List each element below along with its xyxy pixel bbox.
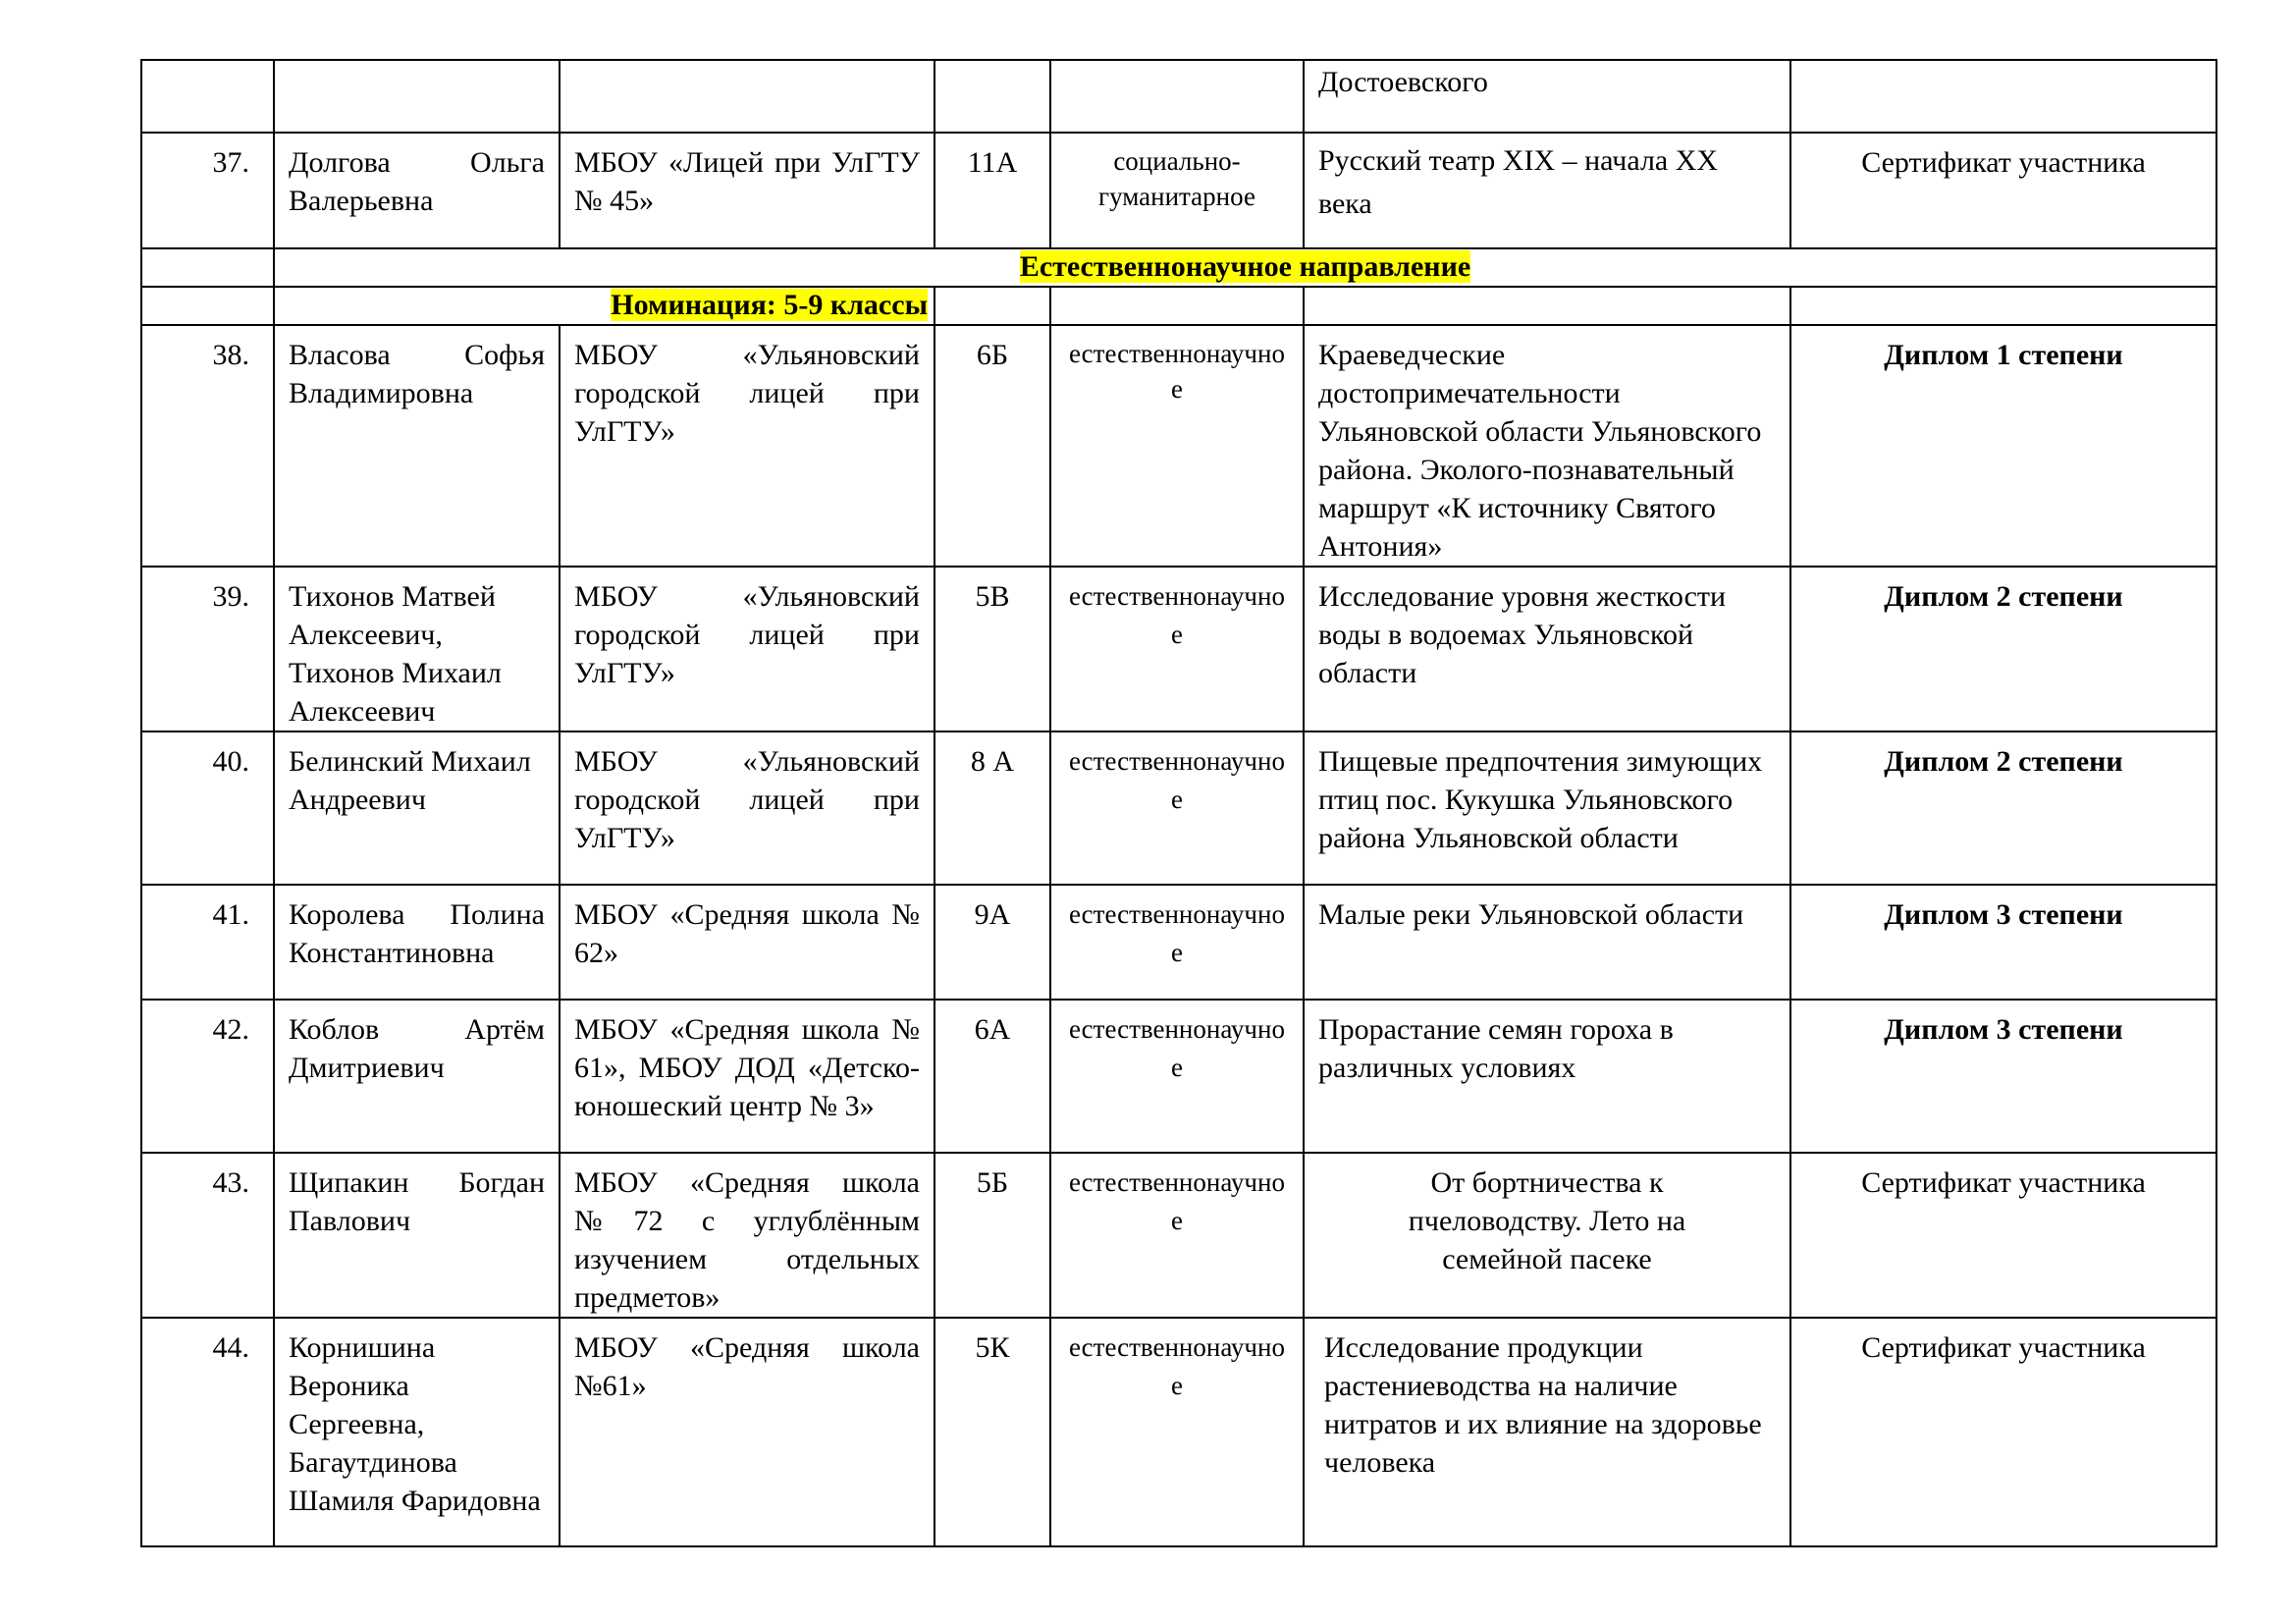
direction-cell: естественнонаучное: [1050, 567, 1304, 731]
school-name: МБОУ «Ульяновский городской лицей при УлГТУ»: [560, 731, 934, 885]
topic-cell: Малые реки Ульяновской области: [1304, 885, 1790, 1000]
direction-cell: естественнонаучное: [1050, 325, 1304, 567]
table-row: [141, 60, 2216, 133]
table-row: [141, 885, 2216, 1000]
school-name: МБОУ «Средняя школа №72 с углублённым изучением отдельных предметов»: [560, 1153, 934, 1318]
row-number: 41.: [141, 885, 274, 1000]
class-cell: 5К: [934, 1318, 1050, 1546]
topic-cell: Краеведческие достопримечательности Ульяновской области Ульяновского района. Эколого-познавательный маршрут «К источнику Святого Антония»: [1304, 325, 1790, 567]
table-row: [141, 567, 2216, 731]
participant-name: Долгова Ольга Валерьевна: [274, 133, 560, 248]
school-name: МБОУ «Средняя школа № 62»: [560, 885, 934, 1000]
class-cell: 11А: [934, 133, 1050, 248]
direction-cell: естественнонаучное: [1050, 1153, 1304, 1318]
row-number: 37.: [141, 133, 274, 248]
result-cell: Диплом 2 степени: [1790, 731, 2216, 885]
row-number: 42.: [141, 1000, 274, 1153]
result-cell: Сертификат участника: [1790, 1153, 2216, 1318]
class-cell: 9А: [934, 885, 1050, 1000]
direction-cell: естественнонаучное: [1050, 1318, 1304, 1546]
result-cell: Диплом 2 степени: [1790, 567, 2216, 731]
section-title: Естественнонаучное направление: [1019, 250, 1471, 283]
row-number: 38.: [141, 325, 274, 567]
direction-cell: социально-гуманитарное: [1050, 133, 1304, 248]
result-cell: Сертификат участника: [1790, 1318, 2216, 1546]
class-cell: 6А: [934, 1000, 1050, 1153]
result-cell: Диплом 1 степени: [1790, 325, 2216, 567]
participant-name: Корнишина Вероника Сергеевна, Багаутдинова Шамиля Фаридовна: [274, 1318, 560, 1546]
school-name: МБОУ «Ульяновский городской лицей при УлГТУ»: [560, 567, 934, 731]
direction-cell: естественнонаучное: [1050, 1000, 1304, 1153]
school-name: МБОУ «Средняя школа №61»: [560, 1318, 934, 1546]
school-name: МБОУ «Лицей при УлГТУ № 45»: [560, 133, 934, 248]
participant-name: Щипакин Богдан Павлович: [274, 1153, 560, 1318]
result-cell: Диплом 3 степени: [1790, 885, 2216, 1000]
participant-name: Тихонов Матвей Алексеевич, Тихонов Михаил Алексеевич: [274, 567, 560, 731]
topic-cell: Исследование продукции растениеводства на наличие нитратов и их влияние на здоровье человека: [1304, 1318, 1790, 1546]
class-cell: 5В: [934, 567, 1050, 731]
table-row: [141, 1153, 2216, 1318]
result-cell: Диплом 3 степени: [1790, 1000, 2216, 1153]
row-number: 39.: [141, 567, 274, 731]
table-row: [141, 1318, 2216, 1546]
nomination-title: Номинация: 5-9 классы: [611, 289, 928, 321]
row-number: 43.: [141, 1153, 274, 1318]
school-name: МБОУ «Средняя школа № 61», МБОУ ДОД «Детско-юношеский центр № 3»: [560, 1000, 934, 1153]
section-row: [141, 248, 2216, 287]
class-cell: 5Б: [934, 1153, 1050, 1318]
topic-cell: Исследование уровня жесткости воды в водоемах Ульяновской области: [1304, 567, 1790, 731]
participant-name: Власова Софья Владимировна: [274, 325, 560, 567]
participant-name: Королева Полина Константиновна: [274, 885, 560, 1000]
table-row: [141, 133, 2216, 248]
table-row: [141, 731, 2216, 885]
table-row: [141, 325, 2216, 567]
direction-cell: естественнонаучное: [1050, 885, 1304, 1000]
school-name: МБОУ «Ульяновский городской лицей при УлГТУ»: [560, 325, 934, 567]
row-number: 44.: [141, 1318, 274, 1546]
nomination-row: [141, 287, 2216, 325]
class-cell: 8 А: [934, 731, 1050, 885]
participant-name: Коблов Артём Дмитриевич: [274, 1000, 560, 1153]
participant-name: Белинский Михаил Андреевич: [274, 731, 560, 885]
topic-cell: От бортничества к пчеловодству. Лето на семейной пасеке: [1304, 1153, 1790, 1318]
results-table: [140, 59, 2217, 1547]
topic-cell: Пищевые предпочтения зимующих птиц пос. Кукушка Ульяновского района Ульяновской области: [1304, 731, 1790, 885]
table-row: [141, 1000, 2216, 1153]
result-cell: Сертификат участника: [1790, 133, 2216, 248]
class-cell: 6Б: [934, 325, 1050, 567]
topic-cell: Достоевского: [1304, 60, 1790, 133]
topic-cell: Прорастание семян гороха в различных условиях: [1304, 1000, 1790, 1153]
row-number: 40.: [141, 731, 274, 885]
topic-cell: Русский театр XIX – начала XX века: [1304, 133, 1790, 248]
direction-cell: естественнонаучное: [1050, 731, 1304, 885]
